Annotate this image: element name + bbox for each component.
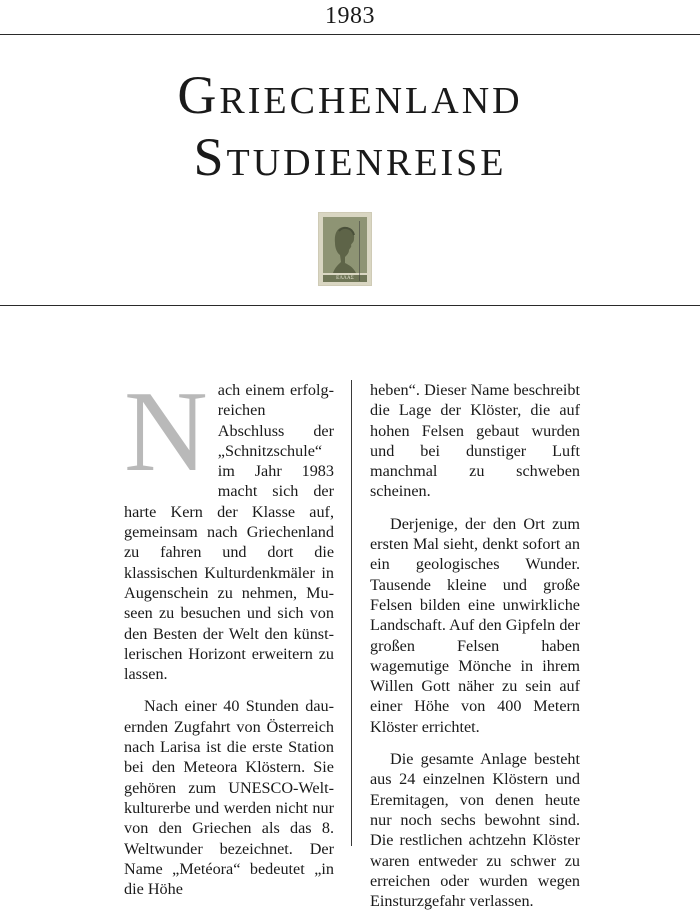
stamp-image [319,213,381,289]
year-heading: 1983 [325,3,375,29]
stamp-label: ΕΛΛΑΣ [323,275,367,282]
drop-cap: N [124,368,208,496]
title-line-1: Griechenland [177,65,523,125]
bottom-rule [0,305,700,306]
column-divider [351,380,352,846]
paragraph: Nach einer 40 Stunden dauernden Zugfahrt von Österreich nach Larisa ist die erste Station bei den Meteora Klöstern. Sie gehören zum UNESCO-Weltkulturerbe und werden nicht nur von den Griechen als das 8. Weltwunder bezeichnet. Der Name „Metéora“ bedeutet „in die Höhe [124,697,334,899]
page-title [0,64,700,188]
top-rule [0,34,700,35]
article-column-left [124,368,334,899]
paragraph: Derjenige, der den Ort zum ersten Mal sieht, denkt sofort an ein geologisches Wunder. Tausende kleine und große Felsen bilden eine unwirkliche Landschaft. Auf den Gipfeln der großen Felsen haben wagemutige Mönche in ihrem Willen Gott näher zu sein auf einer Höhe von 400 Metern Klöster errichtet. [370,514,580,736]
paragraph: Die gesamte Anlage besteht aus 24 einzelnen Klöstern und Eremitagen, von denen heute nur noch sechs bewohnt sind. Die restlichen achtzehn Klöster waren entweder zu schwer zu erreichen oder wurden wegen Einsturzgefahr verlassen. [370,750,580,911]
postmark-line [359,221,382,281]
title-line-2: Studienreise [193,127,507,187]
paragraph: heben“. Dieser Name beschreibt die Lage der Klöster, die auf hohen Felsen gebaut wurden und bei dunstiger Luft manchmal zu schweben scheinen. [370,381,580,501]
paragraph: ach einem erfolgreichen Abschluss der „Schnitzschule“ im Jahr 1983 macht sich der harte Kern der Klasse auf, gemeinsam nach Griechenland zu fahren und dort die klassischen Kulturdenkmäler in Augenschein zu nehmen, Museen zu besuchen und sich von den Besten der Welt den künstlerischen Horizont erweitern zu lassen. [124,381,334,684]
article-column-right [370,380,580,911]
